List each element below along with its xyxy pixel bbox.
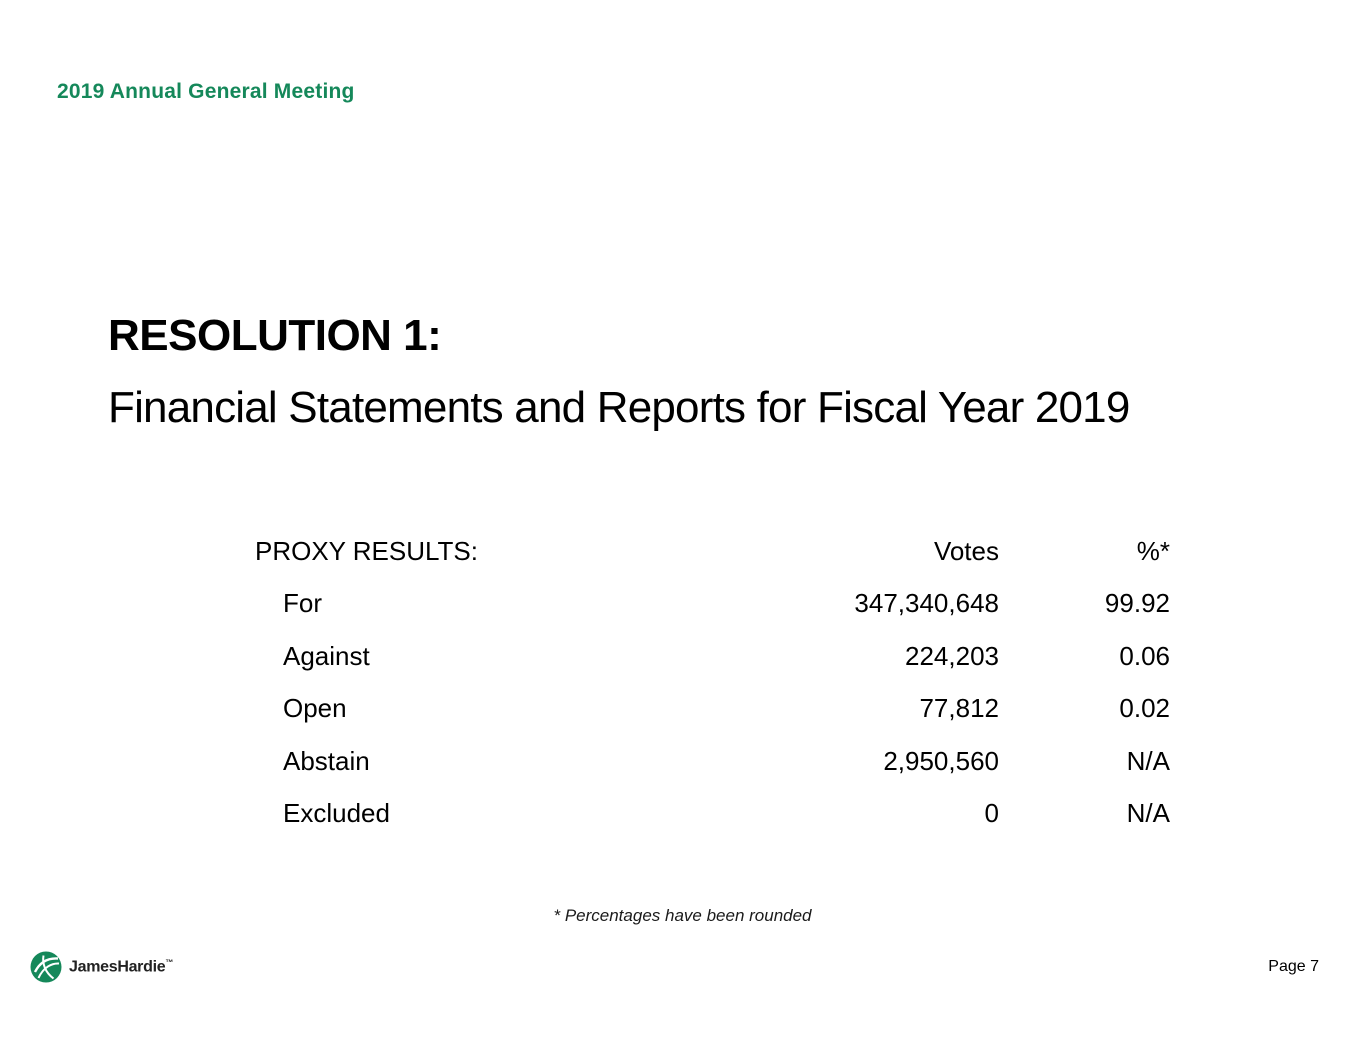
title-block (108, 312, 1268, 433)
footnote: * Percentages have been rounded (553, 906, 812, 925)
row-pct: N/A (1126, 798, 1170, 829)
row-votes: 224,203 (905, 640, 999, 671)
james-hardie-logo-icon (30, 951, 62, 983)
row-votes: 77,812 (919, 693, 999, 724)
table-row (255, 735, 1170, 788)
table-row (255, 788, 1170, 841)
row-pct: N/A (1126, 745, 1170, 776)
table-row (255, 683, 1170, 736)
table-header-row (255, 525, 1170, 578)
table-row (255, 578, 1170, 631)
table-row (255, 630, 1170, 683)
row-label: Against (283, 640, 370, 671)
trademark-symbol: ™ (165, 957, 174, 967)
row-label: Abstain (283, 745, 370, 776)
table-header-votes: Votes (933, 535, 999, 566)
table-header-label: PROXY RESULTS: (255, 535, 478, 566)
row-label: Open (283, 693, 347, 724)
resolution-subtitle: Financial Statements and Reports for Fiscal Year 2019 (108, 383, 1130, 433)
row-pct: 0.06 (1119, 640, 1170, 671)
row-votes: 2,950,560 (883, 745, 999, 776)
row-pct: 99.92 (1104, 588, 1170, 619)
row-label: Excluded (283, 798, 390, 829)
row-votes: 0 (984, 798, 999, 829)
logo-wordmark (69, 958, 173, 976)
row-votes: 347,340,648 (854, 588, 999, 619)
logo-text: JamesHardie (69, 958, 166, 976)
resolution-title: RESOLUTION 1: (108, 311, 442, 360)
slide-header-title: 2019 Annual General Meeting (57, 80, 355, 103)
proxy-results-table (255, 525, 1170, 840)
row-pct: 0.02 (1119, 693, 1170, 724)
company-logo (30, 951, 173, 983)
row-label: For (283, 588, 322, 619)
table-header-pct: %* (1136, 535, 1170, 566)
page-number: Page 7 (1268, 958, 1319, 975)
